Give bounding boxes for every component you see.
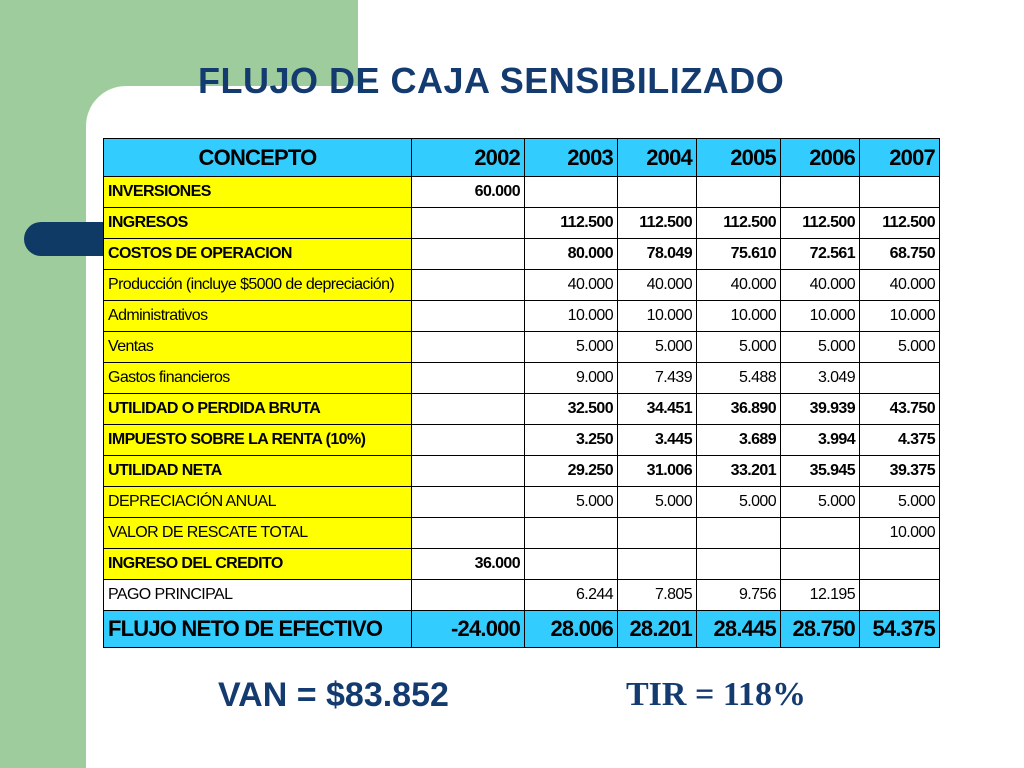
cell-2007: [860, 580, 940, 611]
cell-2003: 112.500: [525, 208, 618, 239]
cell-2007: 10.000: [860, 301, 940, 332]
row-valor-rescate: [104, 518, 940, 549]
cell-2007: 10.000: [860, 518, 940, 549]
row-gastos-financieros: [104, 363, 940, 394]
header-2007: 2007: [860, 139, 940, 177]
row-ingreso-credito: [104, 549, 940, 580]
cell-2002: [412, 363, 525, 394]
cell-2005: 5.000: [697, 487, 781, 518]
cell-2007: 68.750: [860, 239, 940, 270]
row-inversiones: [104, 177, 940, 208]
cell-2003: 29.250: [525, 456, 618, 487]
cell-2007: [860, 549, 940, 580]
cell-2006: 10.000: [781, 301, 860, 332]
cell-2006: 12.195: [781, 580, 860, 611]
cell-2005: 33.201: [697, 456, 781, 487]
cell-2002: [412, 518, 525, 549]
cell-2006: [781, 549, 860, 580]
van-result: VAN = $83.852: [218, 676, 449, 714]
cell-2007: 112.500: [860, 208, 940, 239]
cell-2006: 28.750: [781, 611, 860, 648]
cell-2002: 36.000: [412, 549, 525, 580]
cell-2006: 5.000: [781, 487, 860, 518]
row-flujo-neto: [104, 611, 940, 648]
row-depreciacion: [104, 487, 940, 518]
cell-2004: [618, 177, 697, 208]
cell-2004: 7.439: [618, 363, 697, 394]
cell-2007: [860, 177, 940, 208]
cell-2005: [697, 177, 781, 208]
header-2006: 2006: [781, 139, 860, 177]
row-label: UTILIDAD NETA: [104, 456, 412, 487]
cell-2003: 9.000: [525, 363, 618, 394]
cell-2004: 7.805: [618, 580, 697, 611]
row-impuesto: [104, 425, 940, 456]
cell-2006: [781, 518, 860, 549]
cell-2005: 10.000: [697, 301, 781, 332]
cell-2004: 10.000: [618, 301, 697, 332]
cell-2003: 32.500: [525, 394, 618, 425]
cell-2005: [697, 549, 781, 580]
row-label: VALOR DE RESCATE TOTAL: [104, 518, 412, 549]
cell-2007: 39.375: [860, 456, 940, 487]
cell-2006: 72.561: [781, 239, 860, 270]
row-label: INGRESO DEL CREDITO: [104, 549, 412, 580]
cell-2005: 9.756: [697, 580, 781, 611]
cell-2006: 3.994: [781, 425, 860, 456]
cell-2007: 40.000: [860, 270, 940, 301]
cell-2004: 5.000: [618, 332, 697, 363]
cell-2003: 5.000: [525, 332, 618, 363]
page-title: FLUJO DE CAJA SENSIBILIZADO: [198, 60, 785, 101]
cell-2007: 5.000: [860, 487, 940, 518]
row-ingresos: [104, 208, 940, 239]
cell-2006: 3.049: [781, 363, 860, 394]
cell-2003: 28.006: [525, 611, 618, 648]
cell-2006: 39.939: [781, 394, 860, 425]
row-label: COSTOS DE OPERACION: [104, 239, 412, 270]
cell-2003: [525, 177, 618, 208]
cell-2005: 75.610: [697, 239, 781, 270]
header-concepto: CONCEPTO: [104, 139, 412, 177]
row-label: FLUJO NETO DE EFECTIVO: [104, 611, 412, 648]
row-label: Administrativos: [104, 301, 412, 332]
cell-2006: 35.945: [781, 456, 860, 487]
cell-2002: 60.000: [412, 177, 525, 208]
header-2003: 2003: [525, 139, 618, 177]
tir-result: TIR = 118%: [626, 676, 806, 713]
cell-2002: [412, 332, 525, 363]
row-produccion: [104, 270, 940, 301]
cell-2002: [412, 580, 525, 611]
cell-2005: 5.488: [697, 363, 781, 394]
row-label: Gastos financieros: [104, 363, 412, 394]
cell-2003: [525, 549, 618, 580]
cell-2002: [412, 239, 525, 270]
cell-2003: [525, 518, 618, 549]
cell-2007: 54.375: [860, 611, 940, 648]
cell-2003: 3.250: [525, 425, 618, 456]
cell-2004: 5.000: [618, 487, 697, 518]
cell-2004: 112.500: [618, 208, 697, 239]
cell-2002: [412, 487, 525, 518]
header-2002: 2002: [412, 139, 525, 177]
cell-2003: 5.000: [525, 487, 618, 518]
cell-2006: 40.000: [781, 270, 860, 301]
row-label: Producción (incluye $5000 de depreciación): [104, 270, 412, 301]
cell-2002: [412, 456, 525, 487]
row-label: INVERSIONES: [104, 177, 412, 208]
header-2004: 2004: [618, 139, 697, 177]
cell-2007: [860, 363, 940, 394]
cell-2003: 80.000: [525, 239, 618, 270]
row-ventas: [104, 332, 940, 363]
cell-2005: 36.890: [697, 394, 781, 425]
cell-2004: 3.445: [618, 425, 697, 456]
row-administrativos: [104, 301, 940, 332]
cell-2005: 28.445: [697, 611, 781, 648]
cell-2003: 40.000: [525, 270, 618, 301]
cell-2005: 5.000: [697, 332, 781, 363]
cell-2005: [697, 518, 781, 549]
row-label: IMPUESTO SOBRE LA RENTA (10%): [104, 425, 412, 456]
header-2005: 2005: [697, 139, 781, 177]
cell-2004: [618, 518, 697, 549]
cell-2007: 43.750: [860, 394, 940, 425]
cell-2006: [781, 177, 860, 208]
cell-2003: 6.244: [525, 580, 618, 611]
row-label: Ventas: [104, 332, 412, 363]
cell-2004: [618, 549, 697, 580]
cell-2002: [412, 270, 525, 301]
table-header-row: [104, 139, 940, 177]
cell-2002: -24.000: [412, 611, 525, 648]
row-label: DEPRECIACIÓN ANUAL: [104, 487, 412, 518]
cell-2006: 112.500: [781, 208, 860, 239]
cell-2003: 10.000: [525, 301, 618, 332]
row-label: PAGO PRINCIPAL: [104, 580, 412, 611]
cell-2002: [412, 394, 525, 425]
row-label: INGRESOS: [104, 208, 412, 239]
cell-2004: 34.451: [618, 394, 697, 425]
cell-2007: 5.000: [860, 332, 940, 363]
cell-2002: [412, 301, 525, 332]
row-utilidad-neta: [104, 456, 940, 487]
row-utilidad-bruta: [104, 394, 940, 425]
cell-2006: 5.000: [781, 332, 860, 363]
cell-2004: 31.006: [618, 456, 697, 487]
cell-2002: [412, 208, 525, 239]
cell-2005: 112.500: [697, 208, 781, 239]
row-costos-de-operacion: [104, 239, 940, 270]
cell-2002: [412, 425, 525, 456]
cell-2005: 40.000: [697, 270, 781, 301]
cell-2004: 40.000: [618, 270, 697, 301]
row-pago-principal: [104, 580, 940, 611]
cell-2007: 4.375: [860, 425, 940, 456]
row-label: UTILIDAD O PERDIDA BRUTA: [104, 394, 412, 425]
cell-2004: 28.201: [618, 611, 697, 648]
cell-2004: 78.049: [618, 239, 697, 270]
cell-2005: 3.689: [697, 425, 781, 456]
cash-flow-table: [103, 138, 940, 648]
